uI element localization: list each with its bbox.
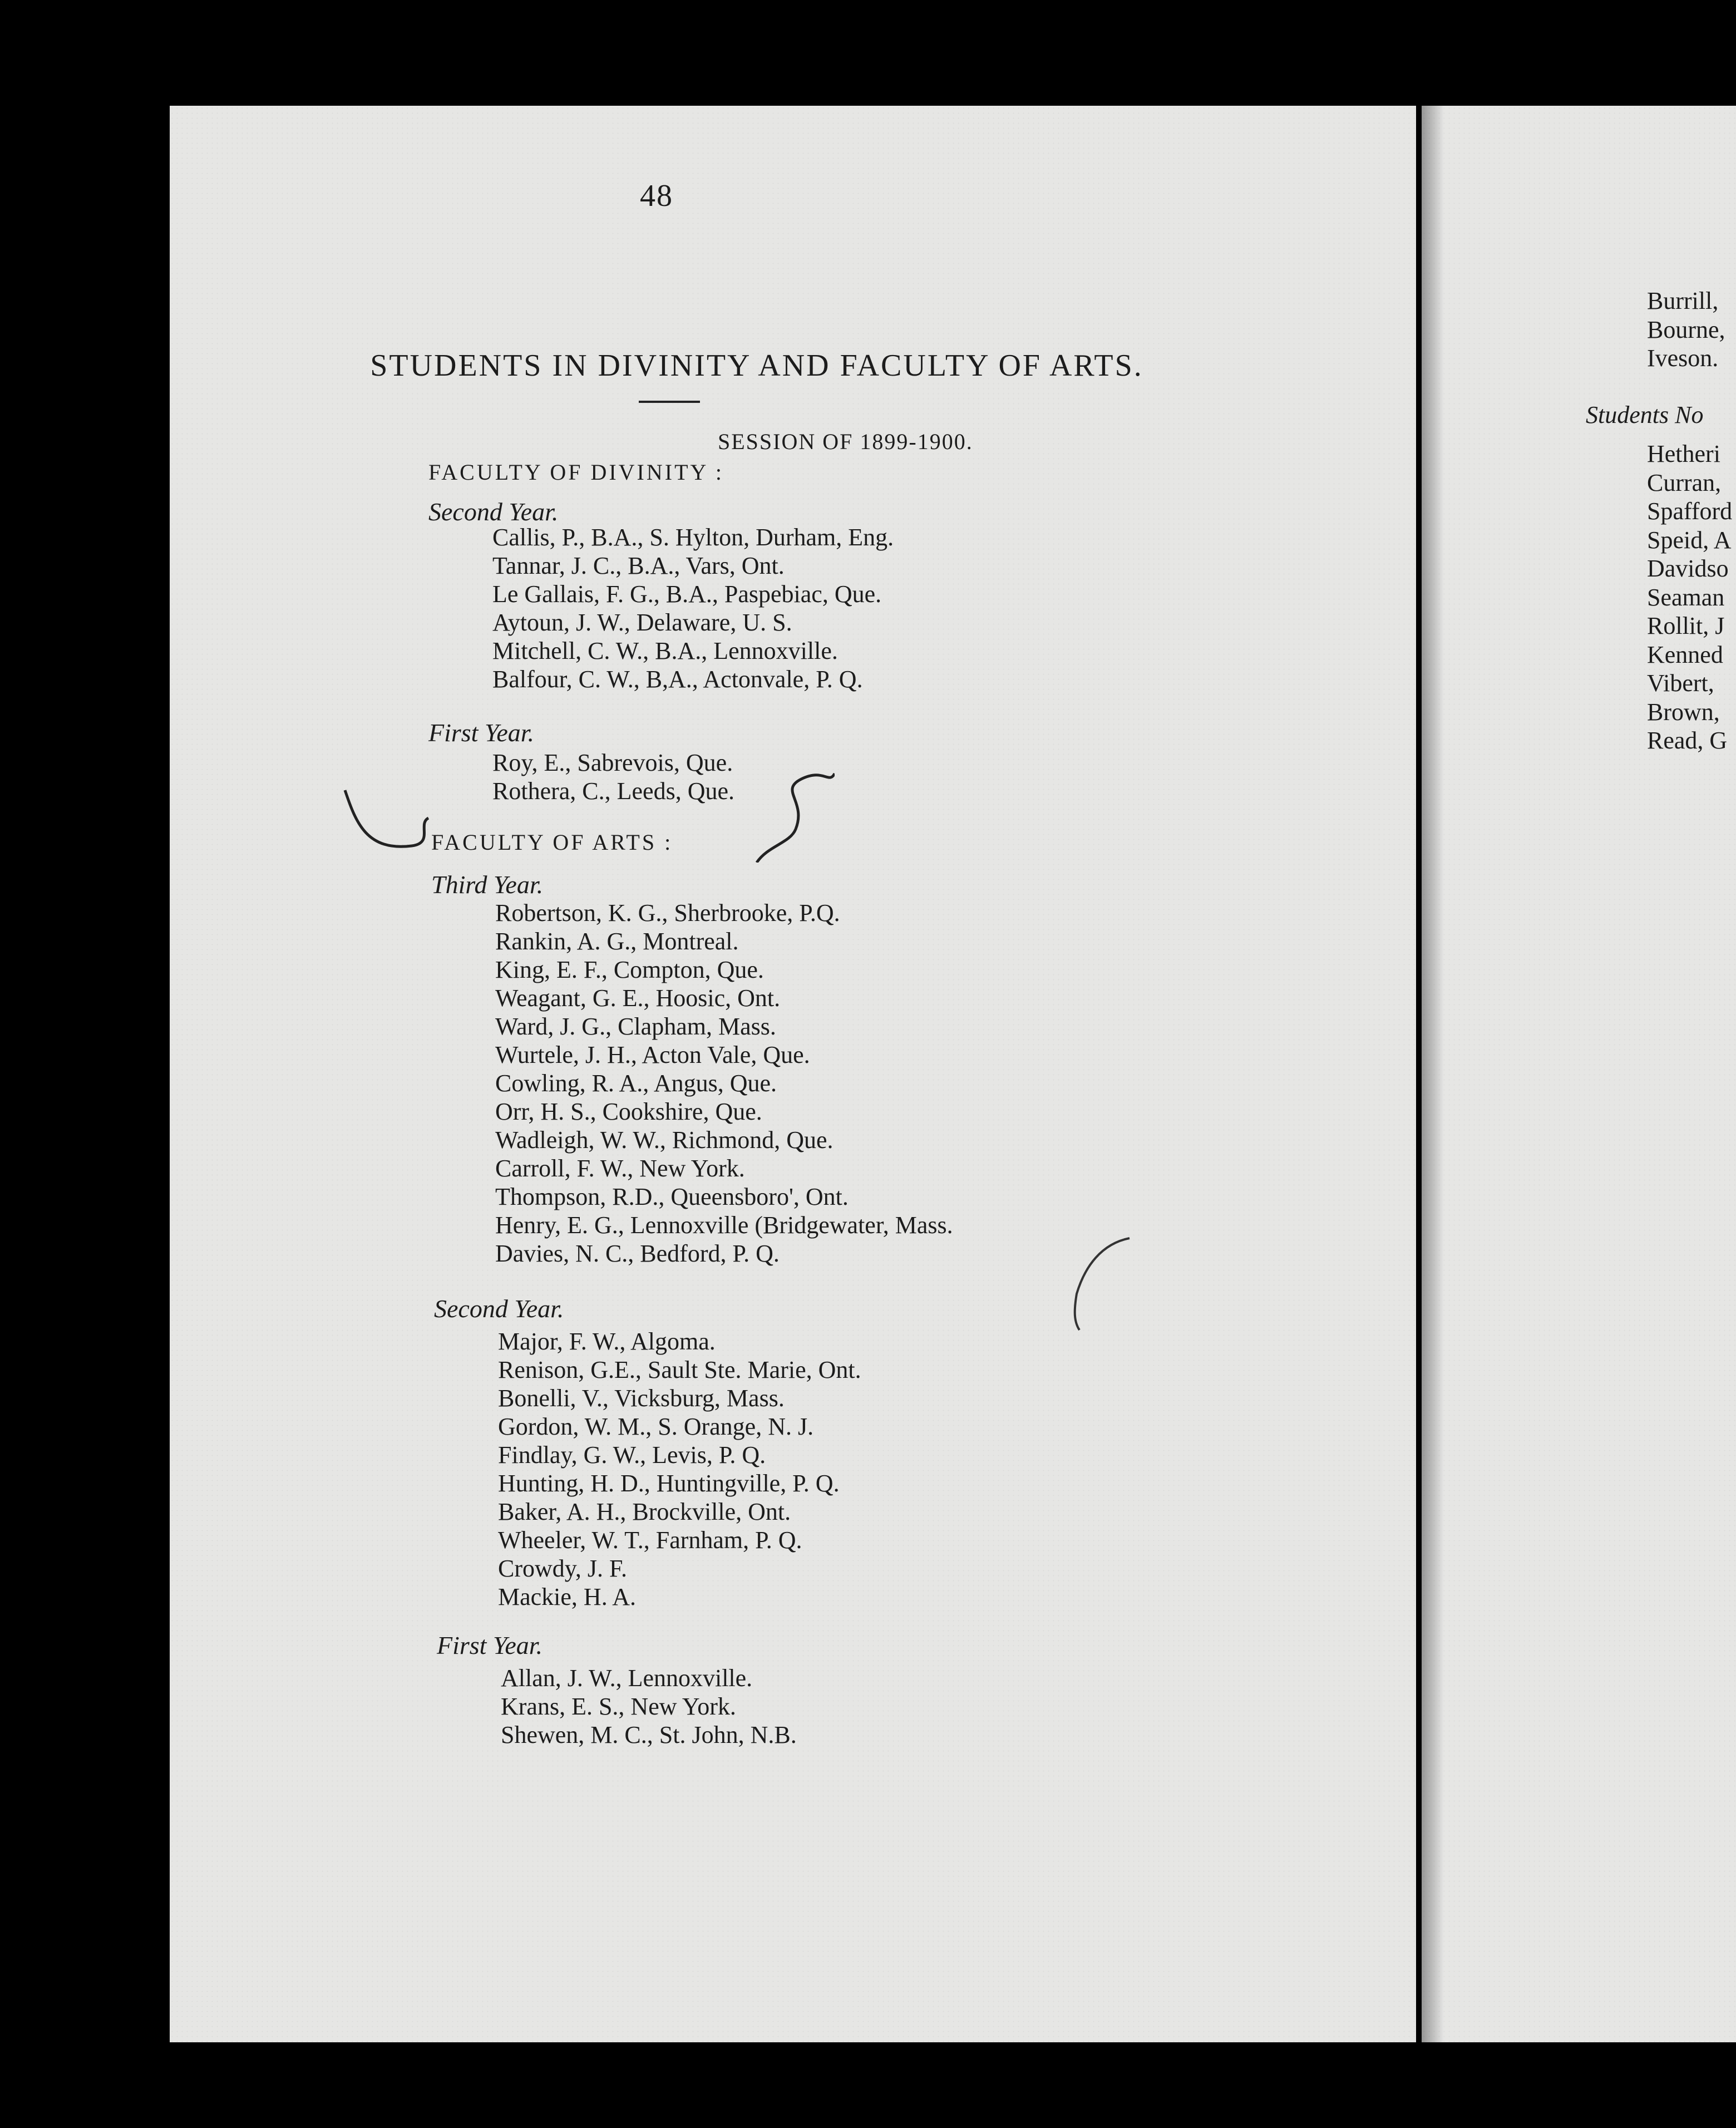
right-page-entry: Rollit, J <box>1647 612 1725 639</box>
right-page-entry: Davidso <box>1647 555 1729 582</box>
right-page-entry: Burrill, <box>1647 287 1719 314</box>
student-entry: Gordon, W. M., S. Orange, N. J. <box>498 1413 814 1440</box>
student-entry: Crowdy, J. F. <box>498 1555 627 1582</box>
arts-third-year-list <box>495 899 953 1268</box>
student-entry: Callis, P., B.A., S. Hylton, Durham, Eng. <box>492 524 894 551</box>
arts-first-year-list <box>501 1664 797 1749</box>
student-entry: Findlay, G. W., Levis, P. Q. <box>498 1441 766 1469</box>
right-page-entry: Brown, <box>1647 698 1720 726</box>
page-title: STUDENTS IN DIVINITY AND FACULTY OF ARTS. <box>370 348 1143 383</box>
student-entry: Allan, J. W., Lennoxville. <box>501 1664 753 1692</box>
title-rule <box>639 401 700 403</box>
student-entry: Krans, E. S., New York. <box>501 1693 736 1720</box>
student-entry: Davies, N. C., Bedford, P. Q. <box>495 1240 780 1267</box>
student-entry: Le Gallais, F. G., B.A., Paspebiac, Que. <box>492 580 882 608</box>
student-entry: Wurtele, J. H., Acton Vale, Que. <box>495 1041 810 1068</box>
session-line: SESSION OF 1899-1900. <box>718 429 973 454</box>
right-page-entry: Seaman <box>1647 583 1725 611</box>
student-entry: Thompson, R.D., Queensboro', Ont. <box>495 1183 849 1210</box>
arts-third-year-heading: Third Year. <box>431 870 544 899</box>
arts-second-year-list <box>498 1327 861 1611</box>
student-entry: Henry, E. G., Lennoxville (Bridgewater, Mass. <box>495 1211 953 1239</box>
student-entry: Rankin, A. G., Montreal. <box>495 928 739 955</box>
student-entry: Wheeler, W. T., Farnham, P. Q. <box>498 1526 802 1554</box>
arts-second-year-heading: Second Year. <box>434 1294 564 1323</box>
student-entry: King, E. F., Compton, Que. <box>495 956 764 983</box>
student-entry: Aytoun, J. W., Delaware, U. S. <box>492 609 792 636</box>
divinity-second-year-list <box>492 523 894 693</box>
student-entry: Shewen, M. C., St. John, N.B. <box>501 1721 797 1748</box>
pen-mark-hook <box>1063 1233 1135 1333</box>
student-entry: Balfour, C. W., B,A., Actonvale, P. Q. <box>492 666 863 693</box>
right-page-entry: Speid, A <box>1647 526 1732 554</box>
right-page-heading: Students No <box>1586 401 1704 428</box>
right-page <box>1422 106 1736 2042</box>
student-entry: Rothera, C., Leeds, Que. <box>492 777 734 805</box>
student-entry: Carroll, F. W., New York. <box>495 1155 745 1182</box>
divinity-first-year-heading: First Year. <box>428 718 535 747</box>
student-entry: Robertson, K. G., Sherbrooke, P.Q. <box>495 899 840 927</box>
student-entry: Wadleigh, W. W., Richmond, Que. <box>495 1126 834 1154</box>
right-page-top-list <box>1647 287 1725 373</box>
student-entry: Orr, H. S., Cookshire, Que. <box>495 1098 762 1125</box>
divinity-second-year-heading: Second Year. <box>428 497 559 526</box>
pen-mark-bracket <box>334 735 835 863</box>
student-entry: Renison, G.E., Sault Ste. Marie, Ont. <box>498 1356 861 1383</box>
right-page-entry: Curran, <box>1647 469 1722 496</box>
student-entry: Cowling, R. A., Angus, Que. <box>495 1070 777 1097</box>
right-page-entry: Kenned <box>1647 641 1723 668</box>
right-page-entry: Bourne, <box>1647 316 1725 343</box>
student-entry: Major, F. W., Algoma. <box>498 1328 716 1355</box>
student-entry: Mackie, H. A. <box>498 1583 637 1610</box>
student-entry: Roy, E., Sabrevois, Que. <box>492 749 733 776</box>
student-entry: Ward, J. G., Clapham, Mass. <box>495 1013 776 1040</box>
right-page-entry: Vibert, <box>1647 669 1714 697</box>
gutter-shadow <box>1422 106 1444 2042</box>
right-page-entry: Read, G <box>1647 727 1728 754</box>
right-page-entry: Hetheri <box>1647 440 1720 467</box>
arts-first-year-heading: First Year. <box>437 1631 543 1659</box>
faculty-of-arts-heading: FACULTY OF ARTS : <box>431 830 673 855</box>
student-entry: Weagant, G. E., Hoosic, Ont. <box>495 984 781 1012</box>
page-number: 48 <box>640 179 673 213</box>
faculty-of-divinity-heading: FACULTY OF DIVINITY : <box>428 460 724 485</box>
student-entry: Baker, A. H., Brockville, Ont. <box>498 1498 791 1525</box>
right-page-entry: Iveson. <box>1647 344 1719 372</box>
student-entry: Bonelli, V., Vicksburg, Mass. <box>498 1385 785 1412</box>
right-page-list <box>1647 440 1732 755</box>
student-entry: Mitchell, C. W., B.A., Lennoxville. <box>492 637 838 664</box>
student-entry: Tannar, J. C., B.A., Vars, Ont. <box>492 552 785 579</box>
right-page-entry: Spafford <box>1647 497 1733 525</box>
student-entry: Hunting, H. D., Huntingville, P. Q. <box>498 1470 840 1497</box>
